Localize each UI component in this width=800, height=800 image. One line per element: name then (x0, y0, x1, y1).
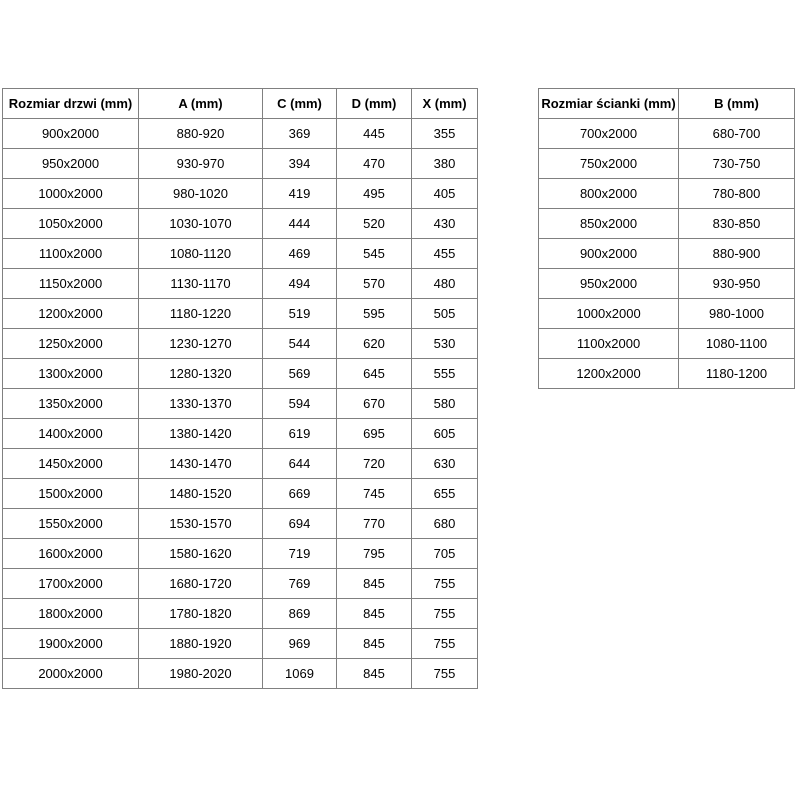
column-header: A (mm) (139, 89, 263, 119)
table-cell: 580 (412, 389, 478, 419)
table-cell: 1230-1270 (139, 329, 263, 359)
table-cell: 1080-1100 (679, 329, 795, 359)
table-cell: 1580-1620 (139, 539, 263, 569)
table-cell: 605 (412, 419, 478, 449)
table-cell: 680-700 (679, 119, 795, 149)
table-cell: 469 (263, 239, 337, 269)
table-cell: 1350x2000 (3, 389, 139, 419)
table-row (539, 119, 795, 149)
table-cell: 1780-1820 (139, 599, 263, 629)
table-cell: 745 (337, 479, 412, 509)
table-cell: 670 (337, 389, 412, 419)
table-cell: 900x2000 (539, 239, 679, 269)
table-cell: 1680-1720 (139, 569, 263, 599)
table-cell: 1530-1570 (139, 509, 263, 539)
table-cell: 1380-1420 (139, 419, 263, 449)
table-cell: 380 (412, 149, 478, 179)
table-cell: 780-800 (679, 179, 795, 209)
table-cell: 1600x2000 (3, 539, 139, 569)
table-cell: 1400x2000 (3, 419, 139, 449)
table-cell: 694 (263, 509, 337, 539)
table-cell: 1800x2000 (3, 599, 139, 629)
table-cell: 544 (263, 329, 337, 359)
table-cell: 1280-1320 (139, 359, 263, 389)
table-cell: 695 (337, 419, 412, 449)
table-cell: 595 (337, 299, 412, 329)
table-row (3, 239, 478, 269)
table-cell: 980-1020 (139, 179, 263, 209)
table-row (3, 629, 478, 659)
table-cell: 755 (412, 629, 478, 659)
table-cell: 869 (263, 599, 337, 629)
table-cell: 419 (263, 179, 337, 209)
table-cell: 1980-2020 (139, 659, 263, 689)
table-row (3, 419, 478, 449)
table-cell: 1700x2000 (3, 569, 139, 599)
table-cell: 700x2000 (539, 119, 679, 149)
table-cell: 1250x2000 (3, 329, 139, 359)
table-cell: 495 (337, 179, 412, 209)
table-row (3, 599, 478, 629)
table-cell: 545 (337, 239, 412, 269)
door-sizes-table (2, 88, 478, 689)
table-row (3, 119, 478, 149)
table-cell: 655 (412, 479, 478, 509)
table-row (3, 509, 478, 539)
table-cell: 1430-1470 (139, 449, 263, 479)
table-row (3, 449, 478, 479)
table-cell: 830-850 (679, 209, 795, 239)
table-row (3, 329, 478, 359)
table-cell: 900x2000 (3, 119, 139, 149)
table-cell: 430 (412, 209, 478, 239)
table-cell: 555 (412, 359, 478, 389)
table-cell: 730-750 (679, 149, 795, 179)
table-cell: 2000x2000 (3, 659, 139, 689)
table-row (3, 359, 478, 389)
table-cell: 1100x2000 (3, 239, 139, 269)
table-cell: 845 (337, 629, 412, 659)
header-row (539, 89, 795, 119)
table-cell: 1130-1170 (139, 269, 263, 299)
table-row (3, 209, 478, 239)
table-row (3, 179, 478, 209)
table-cell: 669 (263, 479, 337, 509)
table-cell: 645 (337, 359, 412, 389)
table-cell: 1880-1920 (139, 629, 263, 659)
table-cell: 394 (263, 149, 337, 179)
table-cell: 570 (337, 269, 412, 299)
table-row (539, 179, 795, 209)
table-cell: 1000x2000 (3, 179, 139, 209)
column-header: B (mm) (679, 89, 795, 119)
table-row (539, 359, 795, 389)
table-cell: 1200x2000 (3, 299, 139, 329)
column-header: C (mm) (263, 89, 337, 119)
table-cell: 969 (263, 629, 337, 659)
table-row (539, 329, 795, 359)
table-cell: 1330-1370 (139, 389, 263, 419)
table-cell: 455 (412, 239, 478, 269)
table-row (3, 299, 478, 329)
table-row (3, 389, 478, 419)
table-cell: 755 (412, 659, 478, 689)
table-cell: 950x2000 (539, 269, 679, 299)
table-cell: 1050x2000 (3, 209, 139, 239)
table-cell: 770 (337, 509, 412, 539)
table-cell: 480 (412, 269, 478, 299)
table-cell: 980-1000 (679, 299, 795, 329)
table-cell: 750x2000 (539, 149, 679, 179)
table-cell: 520 (337, 209, 412, 239)
table-cell: 719 (263, 539, 337, 569)
table-cell: 569 (263, 359, 337, 389)
table-cell: 594 (263, 389, 337, 419)
column-header: Rozmiar ścianki (mm) (539, 89, 679, 119)
table-cell: 1450x2000 (3, 449, 139, 479)
table-row (3, 659, 478, 689)
table-cell: 1550x2000 (3, 509, 139, 539)
table-cell: 494 (263, 269, 337, 299)
table-cell: 930-970 (139, 149, 263, 179)
table-cell: 800x2000 (539, 179, 679, 209)
table-cell: 769 (263, 569, 337, 599)
table-cell: 530 (412, 329, 478, 359)
table-cell: 1069 (263, 659, 337, 689)
table-cell: 369 (263, 119, 337, 149)
table-cell: 1080-1120 (139, 239, 263, 269)
table-cell: 505 (412, 299, 478, 329)
table-cell: 519 (263, 299, 337, 329)
table-cell: 355 (412, 119, 478, 149)
column-header: Rozmiar drzwi (mm) (3, 89, 139, 119)
table-cell: 620 (337, 329, 412, 359)
column-header: X (mm) (412, 89, 478, 119)
table-cell: 930-950 (679, 269, 795, 299)
table-cell: 1100x2000 (539, 329, 679, 359)
table-cell: 950x2000 (3, 149, 139, 179)
table-row (3, 539, 478, 569)
table-cell: 1500x2000 (3, 479, 139, 509)
table-cell: 755 (412, 599, 478, 629)
table-cell: 680 (412, 509, 478, 539)
table-cell: 845 (337, 659, 412, 689)
table-cell: 795 (337, 539, 412, 569)
table-cell: 470 (337, 149, 412, 179)
table-cell: 445 (337, 119, 412, 149)
header-row (3, 89, 478, 119)
table-cell: 444 (263, 209, 337, 239)
table-cell: 1150x2000 (3, 269, 139, 299)
table-row (3, 479, 478, 509)
table-cell: 880-900 (679, 239, 795, 269)
table-cell: 1180-1220 (139, 299, 263, 329)
table-cell: 845 (337, 599, 412, 629)
table-cell: 1030-1070 (139, 209, 263, 239)
table-cell: 755 (412, 569, 478, 599)
table-cell: 405 (412, 179, 478, 209)
table-cell: 1180-1200 (679, 359, 795, 389)
table-cell: 619 (263, 419, 337, 449)
table-cell: 1000x2000 (539, 299, 679, 329)
table-cell: 1900x2000 (3, 629, 139, 659)
table-cell: 720 (337, 449, 412, 479)
table-cell: 644 (263, 449, 337, 479)
table-row (3, 569, 478, 599)
table-cell: 1200x2000 (539, 359, 679, 389)
column-header: D (mm) (337, 89, 412, 119)
table-cell: 630 (412, 449, 478, 479)
table-cell: 845 (337, 569, 412, 599)
table-row (3, 269, 478, 299)
table-row (539, 149, 795, 179)
wall-sizes-table (538, 88, 795, 389)
table-cell: 880-920 (139, 119, 263, 149)
table-cell: 705 (412, 539, 478, 569)
table-row (539, 239, 795, 269)
table-row (539, 269, 795, 299)
table-cell: 850x2000 (539, 209, 679, 239)
table-row (539, 209, 795, 239)
table-cell: 1480-1520 (139, 479, 263, 509)
table-cell: 1300x2000 (3, 359, 139, 389)
table-row (539, 299, 795, 329)
table-row (3, 149, 478, 179)
